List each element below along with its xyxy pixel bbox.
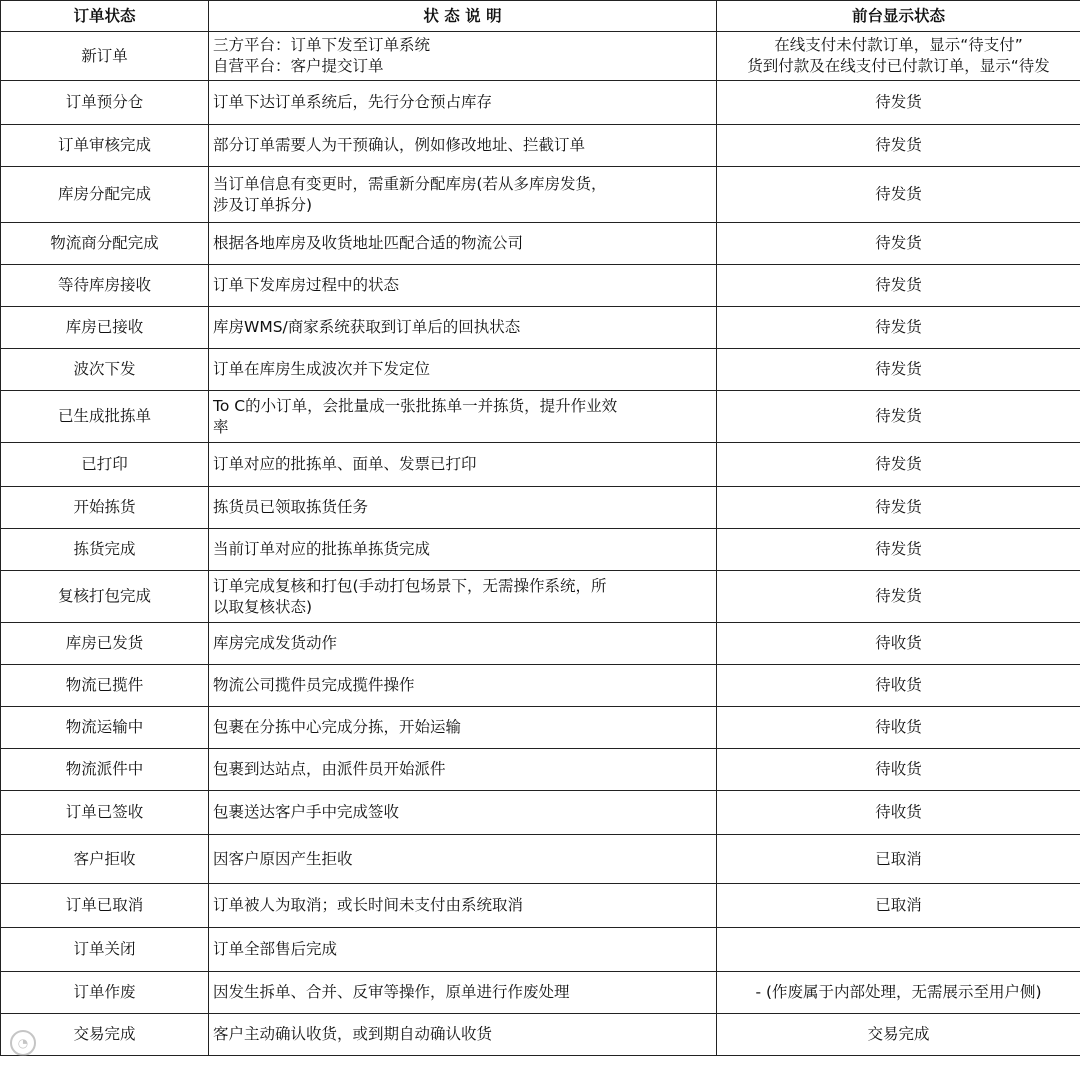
table-header-row (1, 1, 1080, 32)
status-description-cell: 订单在库房生成波次并下发定位 (209, 349, 717, 391)
table-row (1, 884, 1080, 928)
order-status-cell: 物流派件中 (1, 749, 209, 791)
status-description-cell: 订单全部售后完成 (209, 928, 717, 972)
table-row (1, 791, 1080, 835)
status-description-cell: 包裹在分拣中心完成分拣，开始运输 (209, 707, 717, 749)
frontend-status-cell: 待发货 (717, 223, 1080, 265)
table-row (1, 835, 1080, 884)
frontend-status-cell: 已取消 (717, 835, 1080, 884)
status-description-cell: 三方平台：订单下发至订单系统 自营平台：客户提交订单 (209, 32, 717, 81)
frontend-status-cell: 已取消 (717, 884, 1080, 928)
frontend-status-cell: 待收货 (717, 707, 1080, 749)
table-row (1, 32, 1080, 81)
status-description-cell: 物流公司揽件员完成揽件操作 (209, 665, 717, 707)
status-description-cell: 包裹到达站点，由派件员开始派件 (209, 749, 717, 791)
frontend-status-cell: 在线支付未付款订单，显示“待支付” 货到付款及在线支付已付款订单，显示“待发 (717, 32, 1080, 81)
status-description-cell: 订单下达订单系统后，先行分仓预占库存 (209, 81, 717, 125)
table-row (1, 529, 1080, 571)
frontend-status-cell: 待发货 (717, 265, 1080, 307)
status-description-cell: 因发生拆单、合并、反审等操作，原单进行作废处理 (209, 972, 717, 1014)
frontend-status-cell: 待发货 (717, 443, 1080, 487)
status-description-cell: 客户主动确认收货，或到期自动确认收货 (209, 1014, 717, 1056)
table-row (1, 167, 1080, 223)
table-row (1, 443, 1080, 487)
table-row (1, 125, 1080, 167)
status-description-cell: To C的小订单，会批量成一张批拣单一并拣货，提升作业效 率 (209, 391, 717, 443)
status-description-cell: 订单对应的批拣单、面单、发票已打印 (209, 443, 717, 487)
frontend-status-cell: 待收货 (717, 665, 1080, 707)
frontend-status-cell: 交易完成 (717, 1014, 1080, 1056)
table-row (1, 349, 1080, 391)
frontend-status-cell: 待发货 (717, 487, 1080, 529)
status-description-cell: 根据各地库房及收货地址匹配合适的物流公司 (209, 223, 717, 265)
status-description-cell: 订单下发库房过程中的状态 (209, 265, 717, 307)
frontend-status-cell: 待收货 (717, 791, 1080, 835)
table-row (1, 749, 1080, 791)
order-status-cell: 库房已接收 (1, 307, 209, 349)
frontend-status-cell: 待发货 (717, 391, 1080, 443)
table-row (1, 928, 1080, 972)
table-row (1, 391, 1080, 443)
table-row (1, 223, 1080, 265)
header-status-description: 状 态 说 明 (209, 1, 717, 32)
status-description-cell: 包裹送达客户手中完成签收 (209, 791, 717, 835)
table-row (1, 623, 1080, 665)
order-status-cell: 订单关闭 (1, 928, 209, 972)
frontend-status-cell: 待发货 (717, 307, 1080, 349)
order-status-cell: 订单作废 (1, 972, 209, 1014)
table-row (1, 265, 1080, 307)
order-status-cell: 订单已签收 (1, 791, 209, 835)
order-status-cell: 物流已揽件 (1, 665, 209, 707)
table-row (1, 81, 1080, 125)
frontend-status-cell: - (作废属于内部处理，无需展示至用户侧) (717, 972, 1080, 1014)
status-description-cell: 当前订单对应的批拣单拣货完成 (209, 529, 717, 571)
status-description-cell: 库房完成发货动作 (209, 623, 717, 665)
order-status-cell: 开始拣货 (1, 487, 209, 529)
frontend-status-cell: 待发货 (717, 349, 1080, 391)
frontend-status-cell: 待发货 (717, 571, 1080, 623)
status-description-cell: 订单完成复核和打包(手动打包场景下，无需操作系统，所 以取复核状态) (209, 571, 717, 623)
frontend-status-cell (717, 928, 1080, 972)
order-status-cell: 库房分配完成 (1, 167, 209, 223)
status-description-cell: 订单被人为取消；或长时间未支付由系统取消 (209, 884, 717, 928)
table-row (1, 487, 1080, 529)
frontend-status-cell: 待发货 (717, 125, 1080, 167)
status-description-cell: 部分订单需要人为干预确认，例如修改地址、拦截订单 (209, 125, 717, 167)
order-status-cell: 新订单 (1, 32, 209, 81)
table-row (1, 665, 1080, 707)
header-frontend-status: 前台显示状态 (717, 1, 1080, 32)
table-row (1, 707, 1080, 749)
frontend-status-cell: 待发货 (717, 529, 1080, 571)
header-order-status: 订单状态 (1, 1, 209, 32)
table-row (1, 571, 1080, 623)
order-status-cell: 已生成批拣单 (1, 391, 209, 443)
order-status-cell: 订单已取消 (1, 884, 209, 928)
order-status-cell: 物流运输中 (1, 707, 209, 749)
status-description-cell: 库房WMS/商家系统获取到订单后的回执状态 (209, 307, 717, 349)
order-status-cell: 订单预分仓 (1, 81, 209, 125)
order-status-cell: 客户拒收 (1, 835, 209, 884)
frontend-status-cell: 待发货 (717, 81, 1080, 125)
status-description-cell: 拣货员已领取拣货任务 (209, 487, 717, 529)
order-status-cell: 物流商分配完成 (1, 223, 209, 265)
order-status-cell: 复核打包完成 (1, 571, 209, 623)
frontend-status-cell: 待收货 (717, 623, 1080, 665)
table-row (1, 972, 1080, 1014)
frontend-status-cell: 待收货 (717, 749, 1080, 791)
status-description-cell: 因客户原因产生拒收 (209, 835, 717, 884)
order-status-cell: 波次下发 (1, 349, 209, 391)
order-status-cell: 库房已发货 (1, 623, 209, 665)
watermark-logo-icon: ◔ (10, 1030, 36, 1056)
order-status-cell: 交易完成 (1, 1014, 209, 1056)
order-status-cell: 等待库房接收 (1, 265, 209, 307)
frontend-status-cell: 待发货 (717, 167, 1080, 223)
order-status-cell: 订单审核完成 (1, 125, 209, 167)
table-row (1, 307, 1080, 349)
order-status-cell: 拣货完成 (1, 529, 209, 571)
status-description-cell: 当订单信息有变更时，需重新分配库房(若从多库房发货， 涉及订单拆分) (209, 167, 717, 223)
table-row (1, 1014, 1080, 1056)
order-status-cell: 已打印 (1, 443, 209, 487)
